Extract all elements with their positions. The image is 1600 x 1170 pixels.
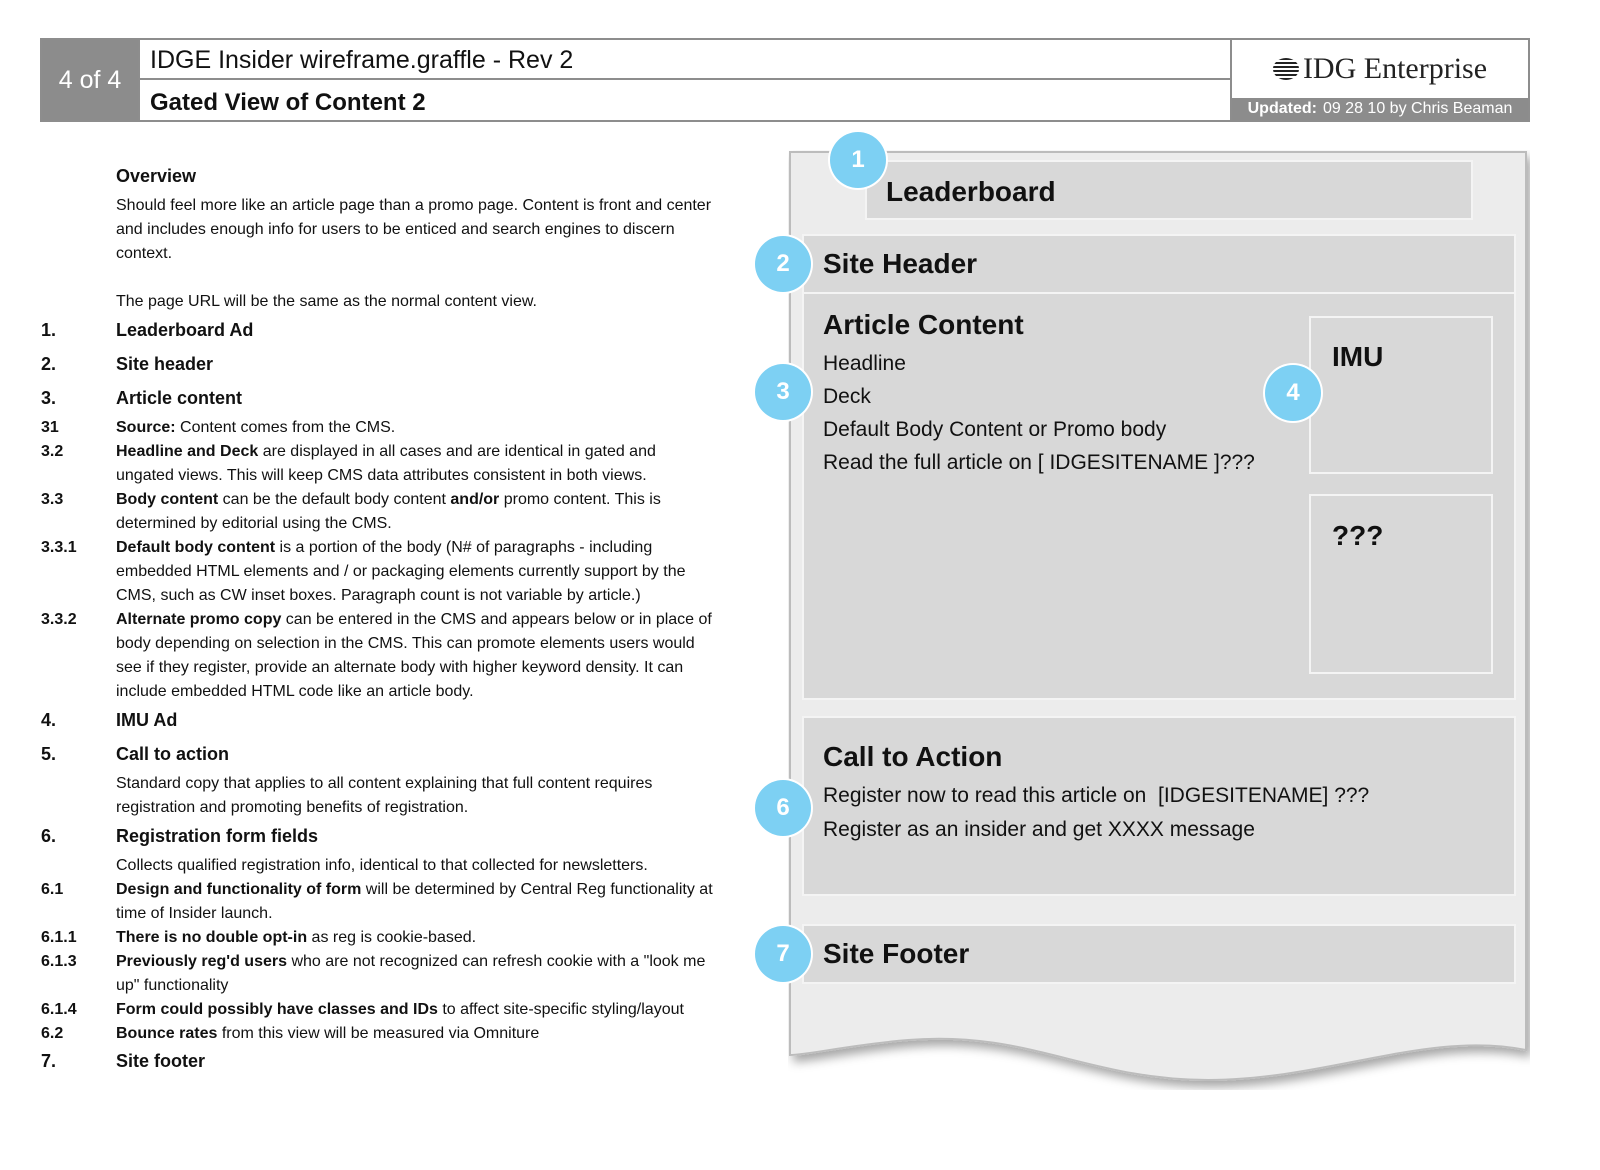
title-block: [40, 38, 1530, 122]
logo-icon: [1273, 58, 1299, 80]
item-number: 31: [41, 419, 59, 436]
item-body: will be determined by Central Reg functionality at time of Insider launch.: [116, 881, 713, 922]
updated-label: Updated:: [1247, 100, 1317, 117]
item-bold: Form could possibly have classes and IDs: [116, 1001, 438, 1018]
item-bold: Body content: [116, 491, 219, 508]
item-body: to affect site-specific styling/layout: [437, 1001, 684, 1018]
item-title: Registration form fields: [116, 826, 319, 846]
item-number: 4.: [41, 710, 57, 730]
item-text: [116, 1022, 726, 1046]
item-number: 3.: [41, 388, 57, 408]
item-bold: Bounce rates: [116, 1025, 218, 1042]
article-content-label: Article Content: [823, 309, 1024, 340]
item-number: 6.1: [41, 881, 64, 898]
item-body: are displayed in all cases and are identical in gated and ungated views. This will keep CMS data attributes consistent in both views.: [116, 443, 656, 484]
item-title: Call to action: [116, 744, 230, 764]
item-number: 6.2: [41, 1025, 64, 1042]
item-text: [116, 440, 696, 488]
item-bold: Alternate promo copy: [116, 611, 282, 628]
site-footer-label: Site Footer: [823, 938, 970, 969]
item-text: [116, 416, 726, 440]
item-body: Content comes from the CMS.: [175, 419, 396, 436]
item-body: who are not recognized can refresh cookie with a "look me up" functionality: [116, 953, 706, 994]
unknown-label: ???: [1332, 520, 1384, 551]
callout-badge-7: 7: [755, 926, 811, 982]
item-text: [116, 998, 726, 1022]
item-number: 3.3.2: [41, 611, 77, 628]
item-number: 7.: [41, 1051, 57, 1071]
item-title: Leaderboard Ad: [116, 320, 254, 340]
callout-badge-2: 2: [755, 236, 811, 292]
item-text: [116, 926, 726, 950]
item-title: Site footer: [116, 1051, 206, 1071]
view-title: Gated View of Content 2: [138, 80, 1230, 120]
cta-line-insider: Register as an insider and get XXXX message: [823, 818, 1255, 841]
item-description: Standard copy that applies to all content explaining that full content requires registration and promoting benefits of registration.: [116, 775, 653, 816]
overview-heading: Overview: [116, 166, 197, 186]
item-bold: Design and functionality of form: [116, 881, 362, 898]
item-title: IMU Ad: [116, 710, 178, 730]
page-indicator: 4 of 4: [42, 40, 138, 120]
item-text: [116, 878, 724, 926]
article-line-body: Default Body Content or Promo body: [823, 418, 1167, 441]
url-note: The page URL will be the same as the normal content view.: [116, 293, 537, 310]
article-line-deck: Deck: [823, 385, 871, 408]
item-number: 3.3: [41, 491, 64, 508]
article-line-headline: Headline: [823, 352, 906, 375]
leaderboard-label: Leaderboard: [886, 176, 1056, 207]
item-body: can be entered in the CMS and appears below or in place of body depending on selection in the CMS. This can promote elements users would see if they register, provide an alternate body with higher keyword density. It can include embedded HTML code like an article body.: [116, 611, 712, 700]
overview-body: Should feel more like an article page than a promo page. Content is front and center and includes enough info for users to be enticed and search engines to discern context.: [116, 197, 712, 262]
item-number: 6.1.1: [41, 929, 77, 946]
item-bold: Default body content: [116, 539, 276, 556]
item-number: 3.3.1: [41, 539, 77, 556]
item-bold: Source:: [116, 419, 176, 436]
item-bold: Previously reg'd users: [116, 953, 287, 970]
callout-badge-6: 6: [755, 780, 811, 836]
item-title: Article content: [116, 388, 243, 408]
item-number: 1.: [41, 320, 57, 340]
item-text: [116, 950, 716, 998]
item-number: 2.: [41, 354, 57, 374]
item-text: [116, 488, 696, 536]
item-number: 6.1.4: [41, 1001, 77, 1018]
item-number: 5.: [41, 744, 57, 764]
item-description: Collects qualified registration info, identical to that collected for newsletters.: [116, 857, 648, 874]
updated-value: 09 28 10 by Chris Beaman: [1322, 100, 1513, 117]
site-header-label: Site Header: [823, 248, 978, 279]
updated-stamp: [1230, 98, 1528, 120]
callout-badge-3: 3: [755, 364, 811, 420]
item-bold: Headline and Deck: [116, 443, 259, 460]
imu-ad-block: [1309, 316, 1493, 474]
wireframe-page: [776, 146, 1530, 1090]
file-title: IDGE Insider wireframe.graffle - Rev 2: [138, 40, 1230, 80]
item-title: Site header: [116, 354, 214, 374]
item-body: can be the default body content: [218, 491, 451, 508]
callout-badge-4: 4: [1265, 365, 1321, 421]
item-body: from this view will be measured via Omniture: [217, 1025, 540, 1042]
item-body: as reg is cookie-based.: [307, 929, 477, 946]
item-number: 6.1.3: [41, 953, 77, 970]
item-number: 6.: [41, 826, 57, 846]
call-to-action-label: Call to Action: [823, 741, 1003, 772]
item-number: 3.2: [41, 443, 64, 460]
item-text: [116, 608, 724, 704]
company-logo: [1230, 40, 1528, 98]
cta-line-register: Register now to read this article on [IDGESITENAME] ???: [823, 784, 1370, 807]
item-bold: and/or: [450, 491, 500, 508]
imu-label: IMU: [1332, 341, 1384, 372]
item-bold: There is no double opt-in: [116, 929, 308, 946]
item-text: [116, 536, 716, 608]
article-line-read-more: Read the full article on [ IDGESITENAME ]???: [823, 451, 1255, 474]
item-body: is a portion of the body (N# of paragraphs - including embedded HTML elements and / or packaging elements currently support by the CMS, such as CW inset boxes. Paragraph count is not variable by article.): [116, 539, 686, 604]
item-body: promo content. This is determined by editorial using the CMS.: [116, 491, 661, 532]
logo-text: IDG Enterprise: [1302, 52, 1488, 85]
callout-badge-1: 1: [830, 132, 886, 188]
